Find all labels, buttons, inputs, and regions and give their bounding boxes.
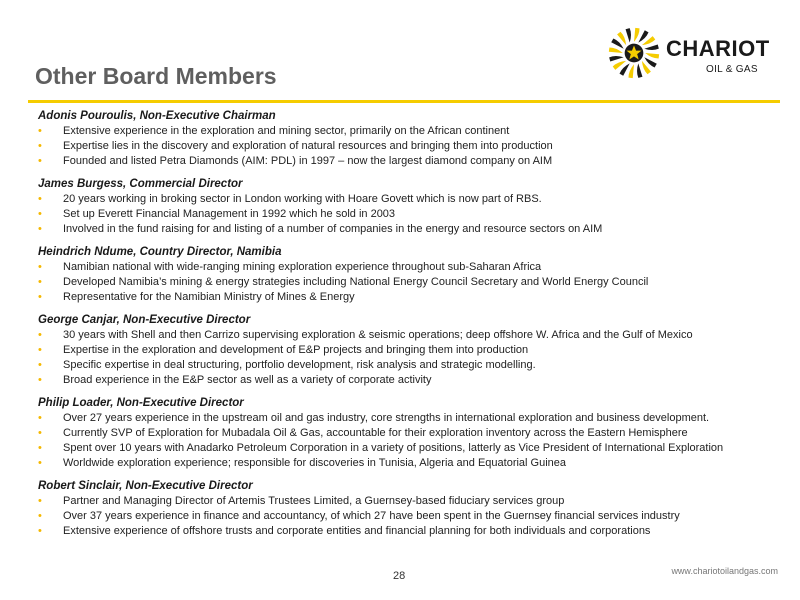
- bullet-text: Currently SVP of Exploration for Mubadala Oil & Gas, accountable for their exploration inventory across the Eastern Hemisphere: [63, 427, 688, 439]
- bullet-item: [38, 124, 788, 139]
- bullet-item: [38, 426, 788, 441]
- page-title: Other Board Members: [35, 63, 277, 89]
- bullet-icon: •: [38, 510, 42, 522]
- bullet-text: Involved in the fund raising for and listing of a number of companies in the energy and resource sectors on AIM: [63, 223, 603, 235]
- bullet-icon: •: [38, 359, 42, 371]
- bullet-icon: •: [38, 223, 42, 235]
- bullet-item: [38, 275, 788, 290]
- member-name: Adonis Pouroulis, Non-Executive Chairman: [38, 110, 276, 122]
- board-member: [38, 312, 788, 388]
- bullet-icon: •: [38, 412, 42, 424]
- member-bullets: [38, 192, 788, 237]
- bullet-icon: •: [38, 140, 42, 152]
- bullet-item: [38, 509, 788, 524]
- bullet-text: Namibian national with wide-ranging mining exploration experience throughout sub-Saharan Africa: [63, 261, 542, 273]
- bullet-icon: •: [38, 525, 42, 537]
- title-divider: [28, 100, 780, 103]
- board-member: [38, 108, 788, 169]
- bullet-icon: •: [38, 261, 42, 273]
- member-name: Philip Loader, Non-Executive Director: [38, 397, 244, 409]
- sun-compass-icon: [606, 25, 662, 81]
- bullet-item: [38, 139, 788, 154]
- bullet-text: Founded and listed Petra Diamonds (AIM: PDL) in 1997 – now the largest diamond company on AIM: [63, 155, 553, 167]
- bullet-item: [38, 328, 788, 343]
- bullet-item: [38, 456, 788, 471]
- board-member: [38, 395, 788, 471]
- bullet-item: [38, 411, 788, 426]
- bullet-icon: •: [38, 276, 42, 288]
- member-name: Robert Sinclair, Non-Executive Director: [38, 480, 253, 492]
- board-members-list: [38, 108, 788, 546]
- bullet-item: [38, 373, 788, 388]
- bullet-item: [38, 154, 788, 169]
- bullet-icon: •: [38, 125, 42, 137]
- bullet-text: 20 years working in broking sector in London working with Hoare Govett which is now part of RBS.: [63, 193, 542, 205]
- bullet-item: [38, 494, 788, 509]
- bullet-icon: •: [38, 208, 42, 220]
- bullet-icon: •: [38, 193, 42, 205]
- bullet-text: 30 years with Shell and then Carrizo supervising exploration & seismic operations; deep offshore W. Africa and the Gulf of Mexico: [63, 329, 693, 341]
- bullet-text: Expertise in the exploration and development of E&P projects and bringing them into production: [63, 344, 529, 356]
- bullet-icon: •: [38, 344, 42, 356]
- member-bullets: [38, 411, 788, 471]
- bullet-item: [38, 524, 788, 539]
- page-number: 28: [393, 570, 406, 582]
- bullet-item: [38, 290, 788, 305]
- footer-url: www.chariotoilandgas.com: [671, 566, 778, 576]
- member-bullets: [38, 260, 788, 305]
- board-member: [38, 244, 788, 305]
- company-logo: [606, 20, 786, 86]
- bullet-item: [38, 441, 788, 456]
- bullet-text: Extensive experience in the exploration and mining sector, primarily on the African continent: [63, 125, 510, 137]
- bullet-item: [38, 192, 788, 207]
- bullet-icon: •: [38, 427, 42, 439]
- bullet-text: Expertise lies in the discovery and exploration of natural resources and bringing them into production: [63, 140, 553, 152]
- bullet-text: Set up Everett Financial Management in 1992 which he sold in 2003: [63, 208, 396, 220]
- bullet-item: [38, 358, 788, 373]
- member-bullets: [38, 124, 788, 169]
- bullet-text: Worldwide exploration experience; responsible for discoveries in Tunisia, Algeria and Equatorial Guinea: [63, 457, 567, 469]
- bullet-item: [38, 222, 788, 237]
- bullet-item: [38, 260, 788, 275]
- bullet-icon: •: [38, 495, 42, 507]
- board-member: [38, 176, 788, 237]
- bullet-text: Partner and Managing Director of Artemis Trustees Limited, a Guernsey-based fiduciary services group: [63, 495, 565, 507]
- bullet-icon: •: [38, 155, 42, 167]
- bullet-text: Spent over 10 years with Anadarko Petroleum Corporation in a variety of positions, latterly as Vice President of International Exploration: [63, 442, 724, 454]
- bullet-item: [38, 207, 788, 222]
- member-name: Heindrich Ndume, Country Director, Namibia: [38, 246, 282, 258]
- logo-name: CHARIOT: [666, 36, 770, 61]
- logo-subtitle: OIL & GAS: [706, 64, 758, 75]
- member-bullets: [38, 328, 788, 388]
- bullet-text: Over 27 years experience in the upstream oil and gas industry, core strengths in international exploration and business development.: [63, 412, 710, 424]
- member-bullets: [38, 494, 788, 539]
- bullet-text: Broad experience in the E&P sector as well as a variety of corporate activity: [63, 374, 432, 386]
- bullet-icon: •: [38, 329, 42, 341]
- bullet-item: [38, 343, 788, 358]
- member-name: James Burgess, Commercial Director: [38, 178, 243, 190]
- bullet-text: Extensive experience of offshore trusts and corporate entities and financial planning for both individuals and corporations: [63, 525, 651, 537]
- board-member: [38, 478, 788, 539]
- bullet-text: Developed Namibia’s mining & energy strategies including National Energy Council Secretary and World Energy Council: [63, 276, 649, 288]
- bullet-icon: •: [38, 442, 42, 454]
- bullet-icon: •: [38, 374, 42, 386]
- member-name: George Canjar, Non-Executive Director: [38, 314, 251, 326]
- bullet-icon: •: [38, 457, 42, 469]
- bullet-text: Over 37 years experience in finance and accountancy, of which 27 have been spent in the Guernsey financial services industry: [63, 510, 680, 522]
- bullet-text: Specific expertise in deal structuring, portfolio development, risk analysis and strategic modelling.: [63, 359, 536, 371]
- bullet-icon: •: [38, 291, 42, 303]
- bullet-text: Representative for the Namibian Ministry of Mines & Energy: [63, 291, 355, 303]
